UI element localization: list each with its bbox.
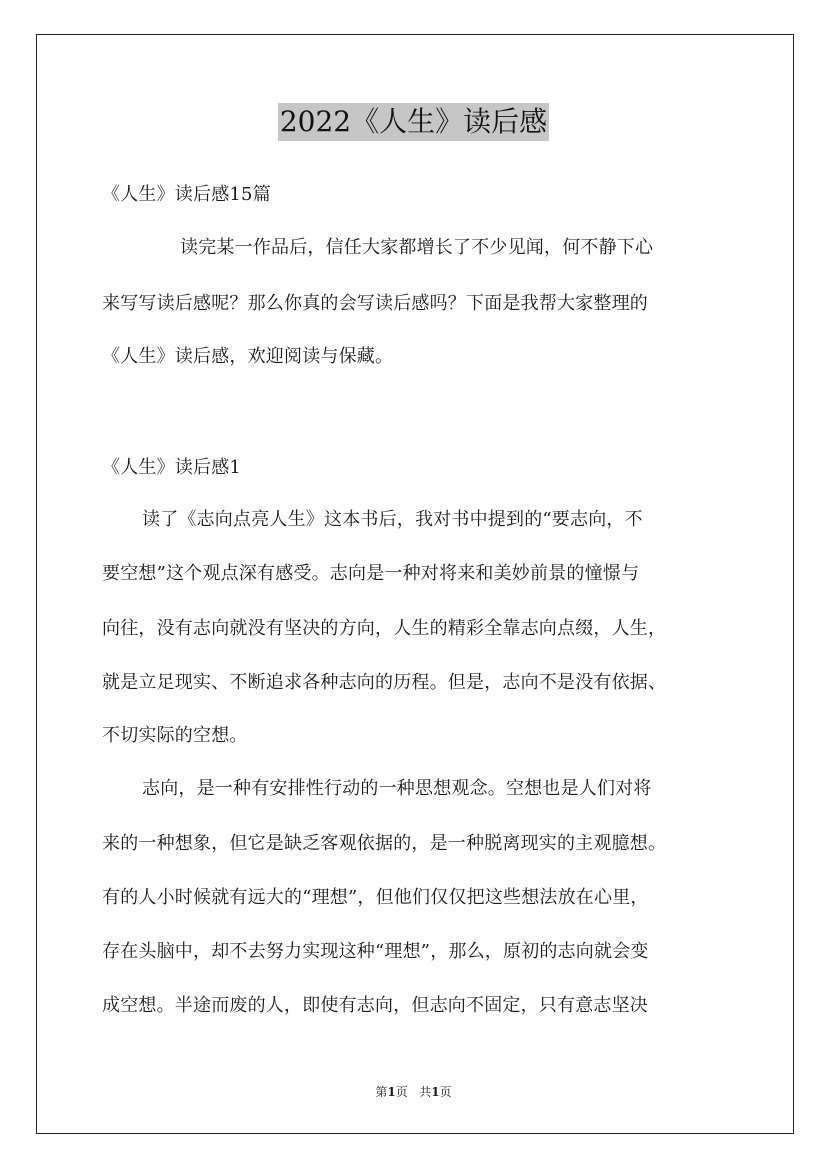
footer-total-prefix: 共 xyxy=(419,1085,432,1099)
intro-line: 《人生》读后感，欢迎阅读与保藏。 xyxy=(102,346,394,367)
footer-page-prefix: 第 xyxy=(375,1085,388,1099)
body-line: 来的一种想象，但它是缺乏客观依据的，是一种脱离现实的主观臆想。 xyxy=(102,833,667,854)
body-line: 读了《志向点亮人生》这本书后，我对书中提到的“要志向，不 xyxy=(142,509,643,530)
footer-page-suffix: 页 xyxy=(395,1085,408,1099)
footer-total-suffix: 页 xyxy=(439,1085,452,1099)
body-line: 不切实际的空想。 xyxy=(102,725,248,746)
body-line: 成空想。半途而废的人，即使有志向，但志向不固定，只有意志坚决 xyxy=(102,995,648,1016)
body-line: 志向，是一种有安排性行动的一种思想观念。空想也是人们对将 xyxy=(142,778,652,799)
footer-total-number: 1 xyxy=(431,1085,440,1099)
intro-line: 来写写读后感呢？那么你真的会写读后感吗？下面是我帮大家整理的 xyxy=(102,293,648,314)
section-heading: 《人生》读后感1 xyxy=(102,457,242,478)
intro-line: 读完某一作品后，信任大家都增长了不少见闻，何不静下心 xyxy=(180,237,654,258)
footer-page-number: 1 xyxy=(387,1085,396,1099)
document-title: 2022《人生》读后感 xyxy=(278,103,549,141)
document-title-wrap xyxy=(0,103,827,141)
body-line: 就是立足现实、不断追求各种志向的历程。但是，志向不是没有依据、 xyxy=(102,672,667,693)
page-footer xyxy=(0,1084,827,1100)
body-line: 存在头脑中，却不去努力实现这种“理想”，那么，原初的志向就会变 xyxy=(102,941,649,962)
body-line: 要空想”这个观点深有感受。志向是一种对将来和美妙前景的憧憬与 xyxy=(102,563,640,584)
body-line: 向往，没有志向就没有坚决的方向，人生的精彩全靠志向点缀，人生， xyxy=(102,618,667,639)
body-line: 有的人小时候就有远大的“理想”，但他们仅仅把这些想法放在心里， xyxy=(102,887,649,908)
subtitle: 《人生》读后感15篇 xyxy=(102,184,271,205)
